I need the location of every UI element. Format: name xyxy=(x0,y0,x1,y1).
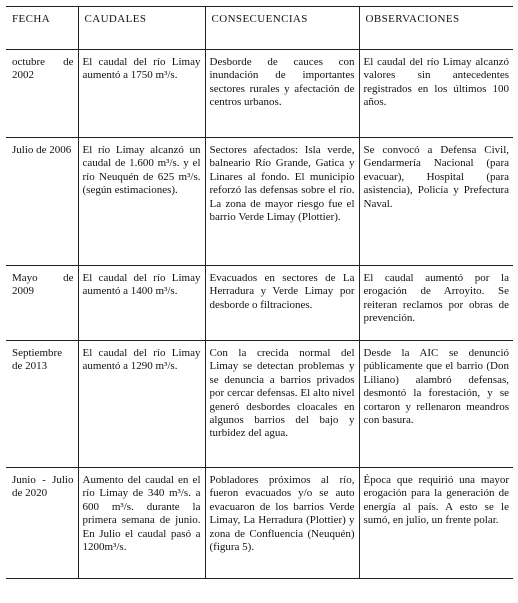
table-row xyxy=(6,341,513,468)
cell-consecuencias: Con la crecida normal del Limay se detectan problemas y se denuncia a barrios privados por cercar defensas. El alto nivel generó desbordes cloacales en algunos barrios del bajo y turbidez del agua. xyxy=(205,341,359,468)
cell-caudales: El caudal del río Limay aumentó a 1750 m³/s. xyxy=(78,50,205,138)
cell-caudales: Aumento del caudal en el río Limay de 340 m³/s. a 600 m³/s. durante la primera semana de junio. En Julio el caudal pasó a 1200m³/s. xyxy=(78,468,205,579)
cell-fecha: Junio - Julio de 2020 xyxy=(6,468,78,579)
cell-fecha: Mayo de 2009 xyxy=(6,266,78,341)
table-row xyxy=(6,50,513,138)
flood-events-table xyxy=(6,6,513,579)
cell-caudales: El río Limay alcanzó un caudal de 1.600 m³/s. y el río Neuquén de 625 m³/s. (según estimaciones). xyxy=(78,138,205,266)
cell-observaciones: Se convocó a Defensa Civil, Gendarmería Nacional (para evacuar), Hospital (para asistencia), Policía y Prefectura Naval. xyxy=(359,138,513,266)
table-row xyxy=(6,468,513,579)
table-row xyxy=(6,266,513,341)
cell-caudales: El caudal del río Limay aumentó a 1290 m³/s. xyxy=(78,341,205,468)
cell-observaciones: Época que requirió una mayor erogación para la generación de energía al país. A esto se le sumó, en julio, un frente polar. xyxy=(359,468,513,579)
header-fecha: FECHA xyxy=(6,7,78,50)
cell-fecha: Julio de 2006 xyxy=(6,138,78,266)
cell-observaciones: El caudal aumentó por la erogación de Arroyito. Se reiteran reclamos por obras de prevención. xyxy=(359,266,513,341)
cell-caudales: El caudal del río Limay aumentó a 1400 m³/s. xyxy=(78,266,205,341)
cell-consecuencias: Pobladores próximos al río, fueron evacuados y/o se auto evacuaron de los barrios Verde Limay, La Herradura (Plottier) y zona de Confluencia (Neuquén) (figura 5). xyxy=(205,468,359,579)
cell-fecha: octubre de 2002 xyxy=(6,50,78,138)
cell-consecuencias: Sectores afectados: Isla verde, balneario Río Grande, Gatica y Linares al fondo. El municipio reforzó las defensas sobre el río. La zona de mayor riesgo fue el barrio Verde Limay (Plottier). xyxy=(205,138,359,266)
header-observaciones: OBSERVACIONES xyxy=(359,7,513,50)
cell-observaciones: El caudal del río Limay alcanzó valores sin antecedentes registrados en los últimos 100 años. xyxy=(359,50,513,138)
cell-observaciones: Desde la AIC se denunció públicamente que el barrio (Don Liliano) alambró defensas, desmontó la forestación, y se cortaron y rellenaron meandros con basura. xyxy=(359,341,513,468)
table-header-row xyxy=(6,7,513,50)
table-row xyxy=(6,138,513,266)
cell-consecuencias: Desborde de cauces con inundación de importantes sectores rurales y afectación de centros urbanos. xyxy=(205,50,359,138)
cell-fecha: Septiembre de 2013 xyxy=(6,341,78,468)
header-caudales: CAUDALES xyxy=(78,7,205,50)
header-consecuencias: CONSECUENCIAS xyxy=(205,7,359,50)
cell-consecuencias: Evacuados en sectores de La Herradura y Verde Limay por desborde o filtraciones. xyxy=(205,266,359,341)
